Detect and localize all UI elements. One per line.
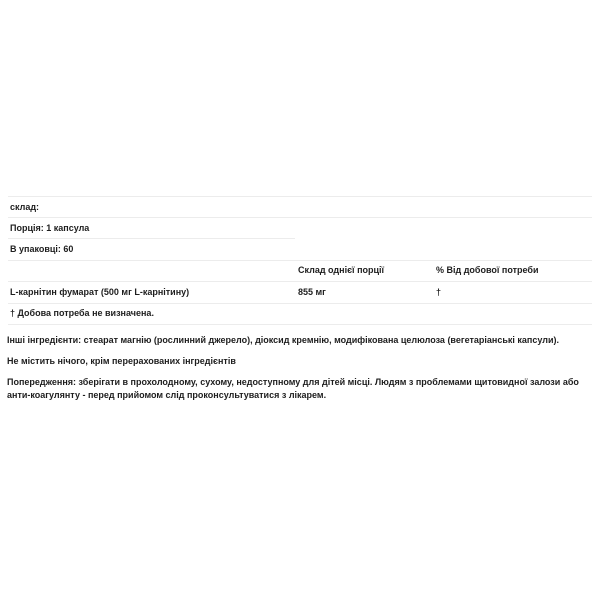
divider — [8, 260, 592, 261]
divider — [8, 217, 592, 218]
servings-per-pack: В упаковці: 60 — [10, 244, 74, 254]
divider — [8, 303, 592, 304]
divider — [8, 281, 592, 282]
divider — [8, 238, 295, 239]
ingredient-name: L-карнітин фумарат (500 мг L-карнітину) — [10, 287, 190, 297]
header-daily-value: % Від добової потреби — [436, 265, 539, 275]
other-ingredients: Інші інгредієнти: стеарат магнію (рослинний джерело), діоксид кремнію, модифікована целюлоза (вегетаріанські капсули). — [7, 335, 559, 345]
contains-nothing-note: Не містить нічого, крім перерахованих інгредієнтів — [7, 356, 236, 366]
warning-text: Попередження: зберігати в прохолодному, сухому, недоступному для дітей місці. Людям з проблемами щитовидної залози або анти-коагулянту - перед прийомом слід проконсультуватися з лікарем. — [7, 377, 579, 400]
divider — [8, 324, 592, 325]
ingredient-amount: 855 мг — [298, 287, 326, 297]
serving-size: Порція: 1 капсула — [10, 223, 90, 233]
composition-label: склад: — [10, 202, 40, 212]
ingredient-daily-value: † — [436, 287, 442, 297]
footnote: † Добова потреба не визначена. — [10, 308, 154, 318]
header-amount: Склад однієї порції — [298, 265, 385, 275]
divider — [8, 196, 592, 197]
